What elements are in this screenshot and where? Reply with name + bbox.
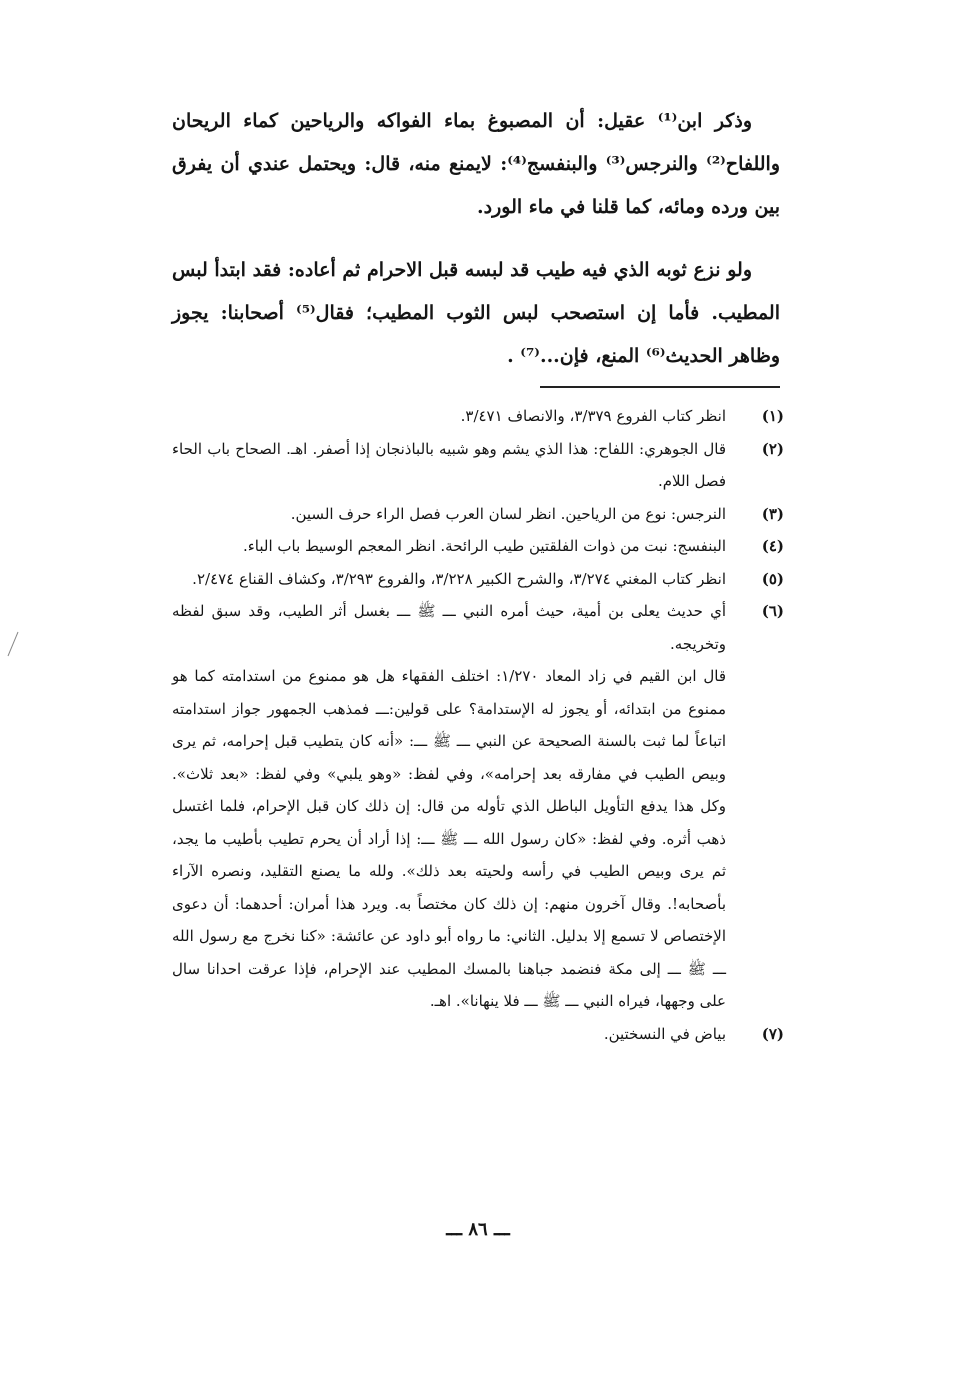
footnote-number: (٥) (761, 569, 784, 588)
footnote-text: انظر كتاب المغني ٣/٢٧٤، والشرح الكبير ٣/٢٢٨، والفروع ٣/٢٩٣، وكشاف القناع ٢/٤٧٤. (192, 569, 726, 588)
footnote-text: بياض في النسختين. (603, 1024, 726, 1043)
main-text (172, 100, 780, 378)
footnote-text: قال الجوهري: اللفاح: هذا الذي يشم وهو شبيه بالباذنجان إذا أصفر. اهـ. الصحاح باب الحاء فصل اللام. (172, 439, 726, 490)
footnote-7 (172, 1018, 784, 1051)
footnote-text: النرجس: نوع من الرياحين. انظر لسان العرب فصل الراء حرف السين. (290, 504, 726, 523)
footnote-4 (172, 530, 784, 563)
footnote-number: (٢) (761, 439, 784, 458)
footnotes (172, 400, 784, 1050)
footnote-divider (540, 386, 780, 388)
footnote-1 (172, 400, 784, 433)
footnote-number: (٧) (761, 1024, 784, 1043)
footnote-6-quotation: قال ابن القيم في زاد المعاد ١/٢٧٠: اختلف الفقهاء هل هو ممنوع من استدامته كما هو ممنوع من ابتدائه، أو يجوز له الإستدامة؟ على قولين:ـــ فمذهب الجمهور جواز استدامته اتباعاً لما ثبت بالسنة الصحيحة عن النبي ـــ ﷺ ـــ: «أنه كان يتطيب قبل إحرامه، ثم يرى وبيص الطيب في مفارقه بعد إحرامه»، وفي لفظ: «وهو يلبي» وفي لفظ: «بعد ثلاث». وكل هذا يدفع التأويل الباطل الذي تأوله من قال: إن ذلك كان قبل الإحرام، فلما اغتسل ذهب أثره. وفي لفظ: «كان رسول الله ـــ ﷺ ـــ: إذا أراد أن يحرم تطيب بأطيب ما يجد، ثم يرى وبيص الطيب في رأسه ولحيته بعد ذلك». ولله ما يصنع التقليد، ونصره الآراء بأصحابه!. وقال آخرون منهم: إن ذلك كان مختصاً به. ويرد هذا أمران: أحدهما: أن دعوى الإختصاص لا تسمع إلا بدليل. الثاني: ما رواه أبو داود عن عائشة: «كنا نخرج مع رسول الله ـــ ﷺ ـــ إلى مكة فنضمد جباهنا بالمسك المطيب عند الإحرام، فإذا عرقت احدانا سال على وجهها، فيراه النبي ـــ ﷺ ـــ فلا ينهانا». اهـ. (172, 667, 726, 1010)
main-paragraph-2: ولو نزع ثوبه الذي فيه طيب قد لبسه قبل الاحرام ثم أعاده: فقد ابتدأ لبس المطيب. فأما إن استصحب لبس الثوب المطيب؛ فقال⁽⁵⁾ أصحابنا: يجوز وظاهر الحديث⁽⁶⁾ المنع، فإن...⁽⁷⁾ . (172, 259, 780, 367)
footnote-5 (172, 563, 784, 596)
footnote-text: أي حديث يعلى بن أمية، حيث أمره النبي ـــ ﷺ ـــ بغسل أثر الطيب، وقد سبق لفظه وتخريجه. (172, 602, 726, 653)
footnote-number: (٦) (761, 602, 784, 620)
footnote-6 (172, 595, 784, 660)
scan-mark (6, 630, 20, 658)
footnote-number: (١) (761, 407, 784, 425)
main-paragraph-1: وذكر ابن⁽¹⁾ عقيل: أن المصبوغ بماء الفواكه والرياحين كماء الريحان واللفاح⁽²⁾ والنرجس⁽³⁾ والبنفسج⁽⁴⁾: لايمنع منه، قال: ويحتمل عندي أن يفرق بين ورده ومائه، كما قلنا في ماء الورد. (172, 110, 780, 218)
footnote-2 (172, 433, 784, 498)
footnote-text: انظر كتاب الفروع ٣/٣٧٩، والانصاف ٣/٤٧١. (460, 407, 726, 425)
footnote-number: (٣) (761, 504, 784, 523)
footnote-3 (172, 498, 784, 531)
page-number: ـــ ٨٦ ـــ (446, 1219, 510, 1240)
footnote-number: (٤) (761, 537, 784, 555)
footnote-text: البنفسج: نبت من ذوات الفلقتين طيب الرائحة. انظر المعجم الوسيط باب الباء. (242, 537, 726, 555)
